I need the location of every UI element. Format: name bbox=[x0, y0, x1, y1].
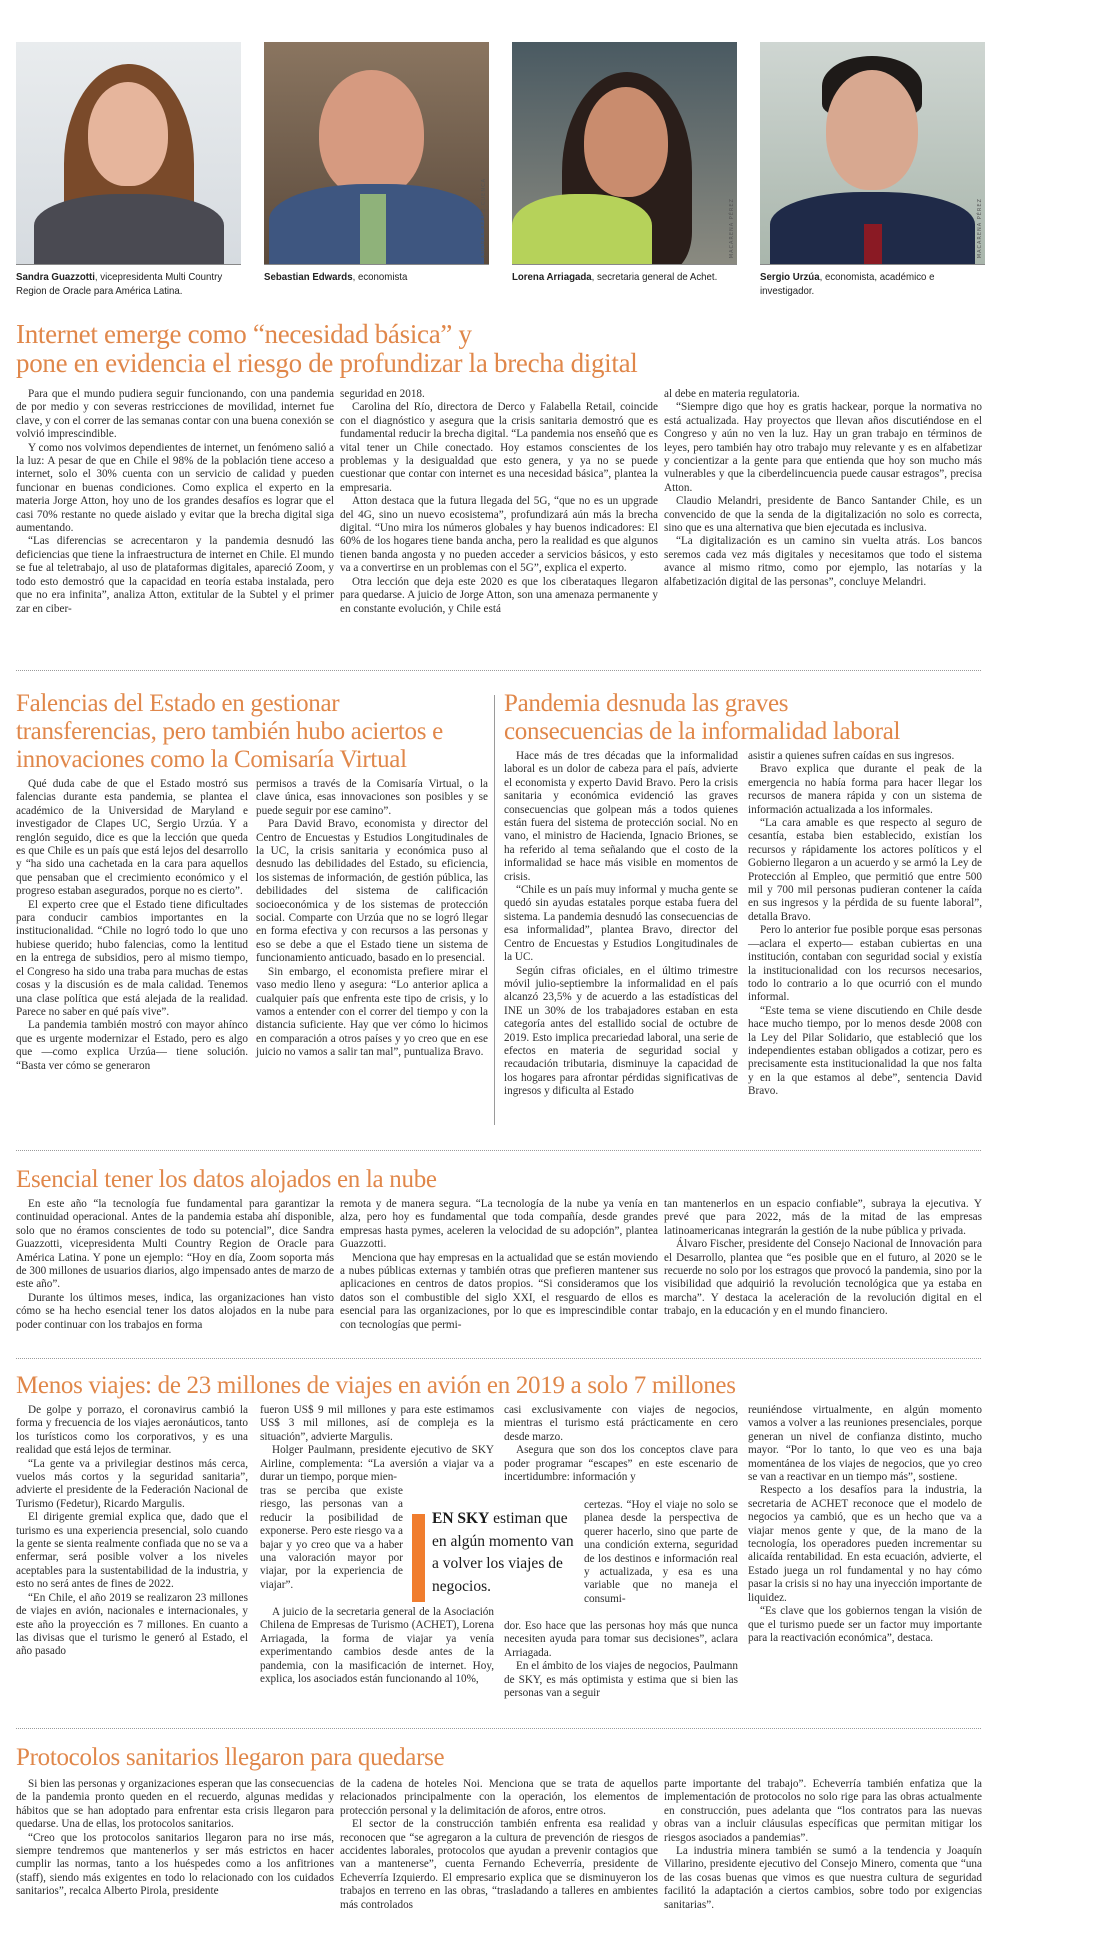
article-viajes-col3-bottom: dor. Eso hace que las personas hoy más que nunca necesiten ayuda para tomar sus decisiones”, aclara Arriagada. En el ámbito de los viajes de negocios, Paulmann de SKY, es más optimista y estima que si bien las personas van a seguir bbox=[504, 1620, 738, 1700]
photo-credit: MACARENA PÉREZ bbox=[977, 197, 983, 258]
article-viajes-col1: De golpe y porrazo, el coronavirus cambió la forma y frecuencia de los viajes aeronáuticos, tanto los turísticos como los corporativos, y es una realidad que está lejos de terminar. “La gente va a privilegiar destinos más cerca, vuelos más cortos y la seguridad sanitaria”, advierte el presidente de la Federación Nacional de Turismo (Fedetur), Ricardo Margulis. El dirigente gremial explica que, dado que el turismo es una experiencia presencial, solo cuando la gente se sienta realmente confiada que no se va a enfermar, será posible volver a los niveles aceptables para la sustentabilidad de la industria, y esto no será antes de fines de 2022. “En Chile, el año 2019 se realizaron 23 millones de viajes en avión, nacionales e internacionales, y este año la proyección es 7 millones. En cuanto a las divisas que el turismo le generó al Estado, el año pasado bbox=[16, 1404, 248, 1658]
photo-caption: Sandra Guazzotti, vicepresidenta Multi Country Region de Oracle para América Latina. bbox=[16, 271, 223, 297]
photo-card-edwards bbox=[264, 42, 489, 284]
article-informalidad-col2: asistir a quienes sufren caídas en sus ingresos. Bravo explica que durante el peak de la emergencia no había forma para hacer llegar los recursos de manera rápida y con un sistema de información actualizada a los informales. “La cara amable es que respecto al seguro de cesantía, estaba bien establecido, existían los recursos y rápidamente los actores políticos y el Gobierno llegaron a un acuerdo y se armó la Ley de Protección al Empleo, que permitió que entre 500 mil y 700 mil personas pudieran contener la caída en sus ingresos y la pérdida de su fuente laboral”, detalla Bravo. Pero lo anterior fue posible porque esas personas —aclara el experto— estaban cubiertas en una institución, contaban con seguridad social y existía la institucionalidad con los recursos necesarios, todo lo contrario a lo que ocurrió con el mundo informal. “Este tema se viene discutiendo en Chile desde hace mucho tiempo, por lo menos desde 2008 con la Ley del Pilar Solidario, que estableció que los independientes estaban obligados a cotizar, pero es precisamente esta institucionalidad la que nos falta y en la que estamos al debe”, sentencia David Bravo. bbox=[748, 750, 982, 1098]
article-viajes-col3-top: casi exclusivamente con viajes de negocios, mientras el turismo está prácticamente en cero desde marzo. Asegura que son dos los conceptos clave para poder programar “escapes” en este escenario de incertidumbre: información y bbox=[504, 1404, 738, 1484]
photo-caption: Sergio Urzúa, economista, académico e investigador. bbox=[760, 271, 935, 297]
photo-caption: Sebastian Edwards, economista bbox=[264, 271, 408, 283]
section-divider bbox=[16, 1728, 981, 1729]
headline-falencias: Falencias del Estado en gestionar transferencias, pero también hubo aciertos e innovaciones como la Comisaría Virtual bbox=[16, 690, 443, 773]
pull-quote: EN SKY estiman que en algún momento van a volver los viajes de negocios. bbox=[432, 1508, 582, 1598]
article-protocolos-col3: parte importante del trabajo”. Echeverría también enfatiza que la implementación de protocolos no solo rige para las obras actualmente en construcción, pues adelanta que “los contratos para las nuevas obras van a incluir cláusulas específicas que permitan mitigar los riesgos asociados a pandemias”. La industria minera también se sumó a la tendencia y Joaquín Villarino, presidente ejecutivo del Consejo Minero, comenta que “una de las cosas buenas que vimos es que nuestra cultura de seguridad facilitó la adaptación a ciertos cambios, sobre todo por exigencias sanitarias”. bbox=[664, 1778, 982, 1911]
article-nube-col3: tan mantenerlos en un espacio confiable”, subraya la ejecutiva. Y prevé que para 2022, más de la mitad de las empresas latinoamericanas integrarán la gestión de la nube pública y privada. Álvaro Fischer, presidente del Consejo Nacional de Innovación para el Desarrollo, plantea que “es posible que en el futuro, al 2020 se le recuerde no solo por los estragos que provocó la pandemia, sino por la visibilidad que adquirió la revolución tecnológica que ya estaba en marcha”. Y destaca la aceleración de la revolución digital en el trabajo, en la educación y en el mundo financiero. bbox=[664, 1198, 982, 1318]
portrait-photo bbox=[512, 42, 737, 265]
pull-quote-accent-bar bbox=[412, 1514, 425, 1602]
photo-caption: Lorena Arriagada, secretaria general de Achet. bbox=[512, 271, 718, 283]
headline-internet: Internet emerge como “necesidad básica” y pone en evidencia el riesgo de profundizar la brecha digital bbox=[16, 319, 638, 378]
article-viajes-col2-top: fueron US$ 9 mil millones y para este estimamos US$ 3 mil millones, así de compleja es la situación”, advierte Margulis. Holger Paulmann, presidente ejecutivo de SKY Airline, complementa: “La aversión a viajar va a durar un tiempo, porque mien- bbox=[260, 1404, 494, 1484]
article-protocolos-col2: de la cadena de hoteles Noi. Menciona que se trata de aquellos relacionados principalmente con la operación, los elementos de protección personal y la delimitación de aforos, entre otros. El sector de la construcción también enfrenta esa realidad y reconocen que “se agregaron a la cultura de prevención de riesgos de accidentes laborales, protocolos que ayudan a prevenir contagios que van a mantenerse”, cuenta Fernando Echeverría, presidente de Echeverría Izquierdo. El empresario explica que se disminuyeron los trabajos en terreno en las obras, “trasladando a talleres en ambientes más controlados bbox=[340, 1778, 658, 1911]
article-falencias-col1: Qué duda cabe de que el Estado mostró sus falencias durante esta pandemia, se plantea el académico de la Universidad de Maryland e investigador de Clapes UC, Sergio Urzúa. Y a renglón seguido, dice es que la lección que queda es que Chile es un país que está lejos del desarrollo y “ha sido una cachetada en la cara para aquellos que pensaban que el crecimiento económico y el progreso estaban asegurados, porque no es cierto”. El experto cree que el Estado tiene dificultades para conducir cambios importantes en la institucionalidad. “Chile no logró todo lo que uno hubiese querido; hubo falencias, como la lentitud en la entrega de subsidios, pero al mismo tiempo, el Congreso ha sido una traba para muchas de estas cosas y la discusión es de mala calidad. Tenemos una clase política que está alejada de la realidad. Parece no saber en qué país vive”. La pandemia también mostró con mayor ahínco que es urgente modernizar el Estado, pero es algo que —como explica Urzúa— tiene solución. “Basta ver cómo se generaron bbox=[16, 778, 248, 1072]
headline-informalidad: Pandemia desnuda las graves consecuencias de la informalidad laboral bbox=[504, 690, 901, 745]
section-divider bbox=[16, 670, 981, 671]
article-protocolos-col1: Si bien las personas y organizaciones esperan que las consecuencias de la pandemia pronto queden en el recuerdo, algunas medidas y hábitos que se han adoptado para enfrentar esta crisis llegaron para quedarse. Una de ellas, los protocolos sanitarios. “Creo que los protocolos sanitarios llegaron para no irse más, siempre tendremos que mantenerlos y ser más estrictos en hacer cumplir las normas, tanto a los huéspedes como a los anfitriones (staff), siendo más exigentes en todo lo relacionado con los cuidados sanitarios”, recalca Alberto Pirola, presidente bbox=[16, 1778, 334, 1898]
article-internet-col1: Para que el mundo pudiera seguir funcionando, con una pandemia de por medio y con severas restricciones de movilidad, internet fue clave, y con el correr de las semanas contar con una buena conexión se volvió imprescindible. Y como nos volvimos dependientes de internet, un fenómeno salió a la luz: A pesar de que en Chile el 98% de la población tiene acceso a internet, solo el 30% cuenta con un servicio de calidad y pueden funcionar en buenas condiciones. Como explica el experto en la materia Jorge Atton, hoy uno de los grandes desafíos es lograr que el casi 70% restante no quede aislado y evitar que la brecha digital siga aumentando. “Las diferencias se acrecentaron y la pandemia desnudó las deficiencias que tiene la infraestructura de internet en Chile. El mundo se fue al teletrabajo, al uso de plataformas digitales, apareció Zoom, y todo esto demostró que la capacidad en teoría estaba instalada, pero que no era infinita”, analiza Atton, extitular de la Subtel y el primer zar en ciber- bbox=[16, 388, 334, 615]
article-internet-col3: al debe en materia regulatoria. “Siempre digo que hoy es gratis hackear, porque la normativa no está actualizada. Hay proyectos que llevan años discutiéndose en el Congreso y aún no ven la luz. Hay un gran trabajo en términos de leyes, pero también hay otro trabajo muy relevante y es en alfabetizar y concientizar a la gente para que entienda que hoy son mucho más vulnerables y que la ciberdelincuencia puede causar estragos”, precisa Atton. Claudio Melandri, presidente de Banco Santander Chile, es un convencido de que la senda de la digitalización no solo es correcta, sino que es una alternativa que bien ejecutada es inclusiva. “La digitalización es un camino sin vuelta atrás. Los bancos seremos cada vez más digitales y necesitamos que todo el sistema avance al mismo ritmo, como por ejemplo, las notarías y la alfabetización digital de las personas”, concluye Melandri. bbox=[664, 388, 982, 588]
section-divider bbox=[16, 1358, 981, 1359]
section-divider bbox=[16, 1150, 981, 1151]
headline-protocolos: Protocolos sanitarios llegaron para quedarse bbox=[16, 1744, 445, 1771]
photo-card-guazzotti bbox=[16, 42, 241, 298]
article-nube-col2: remota y de manera segura. “La tecnología de la nube ya venía en alza, pero hoy es fundamental que toda compañía, desde grandes empresas hasta pymes, aceleren la velocidad de su adopción”, plantea Guazzotti. Menciona que hay empresas en la actualidad que se están moviendo a nubes públicas externas y también otras que prefieren mantener sus aplicaciones en centros de datos propios. “Si consideramos que los datos son el combustible del siglo XXI, el resguardo de ellos es esencial para las organizaciones, por lo que es imprescindible contar con tecnologías que permi- bbox=[340, 1198, 658, 1331]
headline-nube: Esencial tener los datos alojados en la nube bbox=[16, 1166, 437, 1193]
article-viajes-col3-wrap: certezas. “Hoy el viaje no solo se planea desde la perspectiva de querer hacerlo, sino que parte de una condición externa, seguridad de los destinos e información real y actualizada, y esa es una variable que no maneja el consumi- bbox=[584, 1499, 738, 1605]
photo-card-urzua bbox=[760, 42, 985, 298]
headline-viajes: Menos viajes: de 23 millones de viajes en avión en 2019 a solo 7 millones bbox=[16, 1372, 736, 1399]
photo-card-arriagada bbox=[512, 42, 737, 284]
article-viajes-col2-wrap: tras se perciba que existe riesgo, las personas van a reducir la posibilidad de exponerse. Pero este riesgo va a bajar y yo creo que va a haber una valoración mayor por viajar, por la experiencia de viajar”. bbox=[260, 1485, 403, 1591]
photo-row bbox=[16, 42, 991, 302]
article-falencias-col2: permisos a través de la Comisaría Virtual, o la clave única, esas innovaciones son posibles y se puede seguir por ese camino”. Para David Bravo, economista y director del Centro de Encuestas y Estudios Longitudinales de la UC, la crisis sanitaria y económica puso al desnudo las debilidades del Estado, su eficiencia, los sistemas de información, de gestión pública, las debilidades del sistema de calificación socioeconómica y de los sistemas de protección social. Comparte con Urzúa que no se logró llegar en forma efectiva y con recursos a las personas y eso se debe a que el Estado tiene un sistema de funcionamiento anticuado, basado en lo presencial. Sin embargo, el economista prefiere mirar el vaso medio lleno y asegura: “Lo anterior aplica a cualquier país que enfrenta este tipo de crisis, y lo vamos a entender con el correr del tiempo y con la distancia suficiente. Hay que ver cómo lo hicimos en comparación a otros países y yo creo que en ese juicio no vamos a salir tan mal”, puntualiza Bravo. bbox=[256, 778, 488, 1059]
photo-credit: MACARENA PÉREZ bbox=[729, 197, 735, 258]
article-nube-col1: En este año “la tecnología fue fundamental para garantizar la continuidad operacional. Antes de la pandemia estaba ahí disponible, solo que no éramos conscientes de todo su potencial”, dice Sandra Guazzotti, vicepresidenta Multi Country Region de Oracle para América Latina. Y pone un ejemplo: “Hoy en día, Zoom soporta más de 300 millones de usuarios diarios, algo impensado antes de marzo de este año”. Durante los últimos meses, indica, las organizaciones han visto cómo se ha hecho esencial tener los datos alojados en la nube para poder continuar con los trabajos en forma bbox=[16, 1198, 334, 1331]
article-viajes-col4: reuniéndose virtualmente, en algún momento vamos a volver a las reuniones presenciales, porque generan un nivel de confianza distinto, mucho mayor. “Por lo tanto, lo que veo es una baja momentánea de los viajes de negocios, que yo creo se van a reactivar en un tiempo más”, sostiene. Respecto a los desafíos para la industria, la secretaria de ACHET reconoce que el modelo de negocios ya cambió, que es un hecho que va a viajar menos gente y que, de la mano de la tecnología, los operadores pueden incrementar su alicaída rentabilidad. En esta ecuación, advierte, el Estado juega un rol fundamental y no hay cómo pasar la crisis si no hay una inyección importante de liquidez. “Es clave que los gobiernos tengan la visión de que el turismo puede ser un factor muy importante para la reactivación económica”, destaca. bbox=[748, 1404, 982, 1644]
portrait-photo bbox=[760, 42, 985, 265]
article-internet-col2: seguridad en 2018. Carolina del Río, directora de Derco y Falabella Retail, coincide con el diagnóstico y asegura que la crisis sanitaria demostró que es fundamental reducir la brecha digital. “La pandemia nos enseñó que es vital tener un Chile conectado. Hoy estamos conscientes de los problemas y la desigualdad que esto genera, y ya no se puede cuestionar que contar con internet es una necesidad básica”, plantea la empresaria. Atton destaca que la futura llegada del 5G, “que no es un upgrade del 4G, sino un nuevo ecosistema”, profundizará aún más la brecha digital. “Uno mira los números globales y hay buenos indicadores: El 60% de los hogares tiene banda ancha, pero la realidad es que algunos tienen banda angosta y no pueden acceder a servicios básicos, y esto va a convertirse en un problemas con el 5G”, explica el experto. Otra lección que deja este 2020 es que los ciberataques llegaron para quedarse. A juicio de Jorge Atton, son una amenaza permanente y en constante evolución, y Chile está bbox=[340, 388, 658, 615]
portrait-photo bbox=[16, 42, 241, 265]
portrait-photo bbox=[264, 42, 489, 265]
article-viajes-col2-bottom: A juicio de la secretaria general de la Asociación Chilena de Empresas de Turismo (ACHET), Lorena Arriagada, la forma de viajar ya venía experimentando cambios desde antes de la pandemia, con la masificación de internet. Hoy, explica, los asociados están funcionando al 10%, bbox=[260, 1606, 494, 1686]
column-divider bbox=[494, 695, 495, 1125]
photo-credit: ANDRÉS PÉREZ CUENCA bbox=[481, 177, 487, 258]
article-informalidad-col1: Hace más de tres décadas que la informalidad laboral es un dolor de cabeza para el país, advierte el economista y experto David Bravo. Pero la crisis sanitaria y económica evidenció las graves consecuencias que golpean más a todos quienes están fuera del sistema de protección social. No en vano, el ministro de Hacienda, Ignacio Briones, se ha referido al tema señalando que el costo de la informalidad se hace más visible en momentos de crisis. “Chile es un país muy informal y mucha gente se quedó sin ayudas estatales porque estaba fuera del sistema. La pandemia desnudó las consecuencias de esa informalidad”, plantea Bravo, director del Centro de Encuestas y Estudios Longitudinales de la UC. Según cifras oficiales, en el último trimestre móvil julio-septiembre la informalidad en el país alcanzó 23,5% y de acuerdo a las estadísticas del INE un 30% de los trabajadores estaban en esta categoría antes del estallido social de octubre de 2019. Esto implica precariedad laboral, una serie de efectos en materia de seguridad social y recaudación tributaria, disminuye la capacidad de los hogares para afrontar pérdidas significativas de ingresos y dificulta al Estado bbox=[504, 750, 738, 1098]
